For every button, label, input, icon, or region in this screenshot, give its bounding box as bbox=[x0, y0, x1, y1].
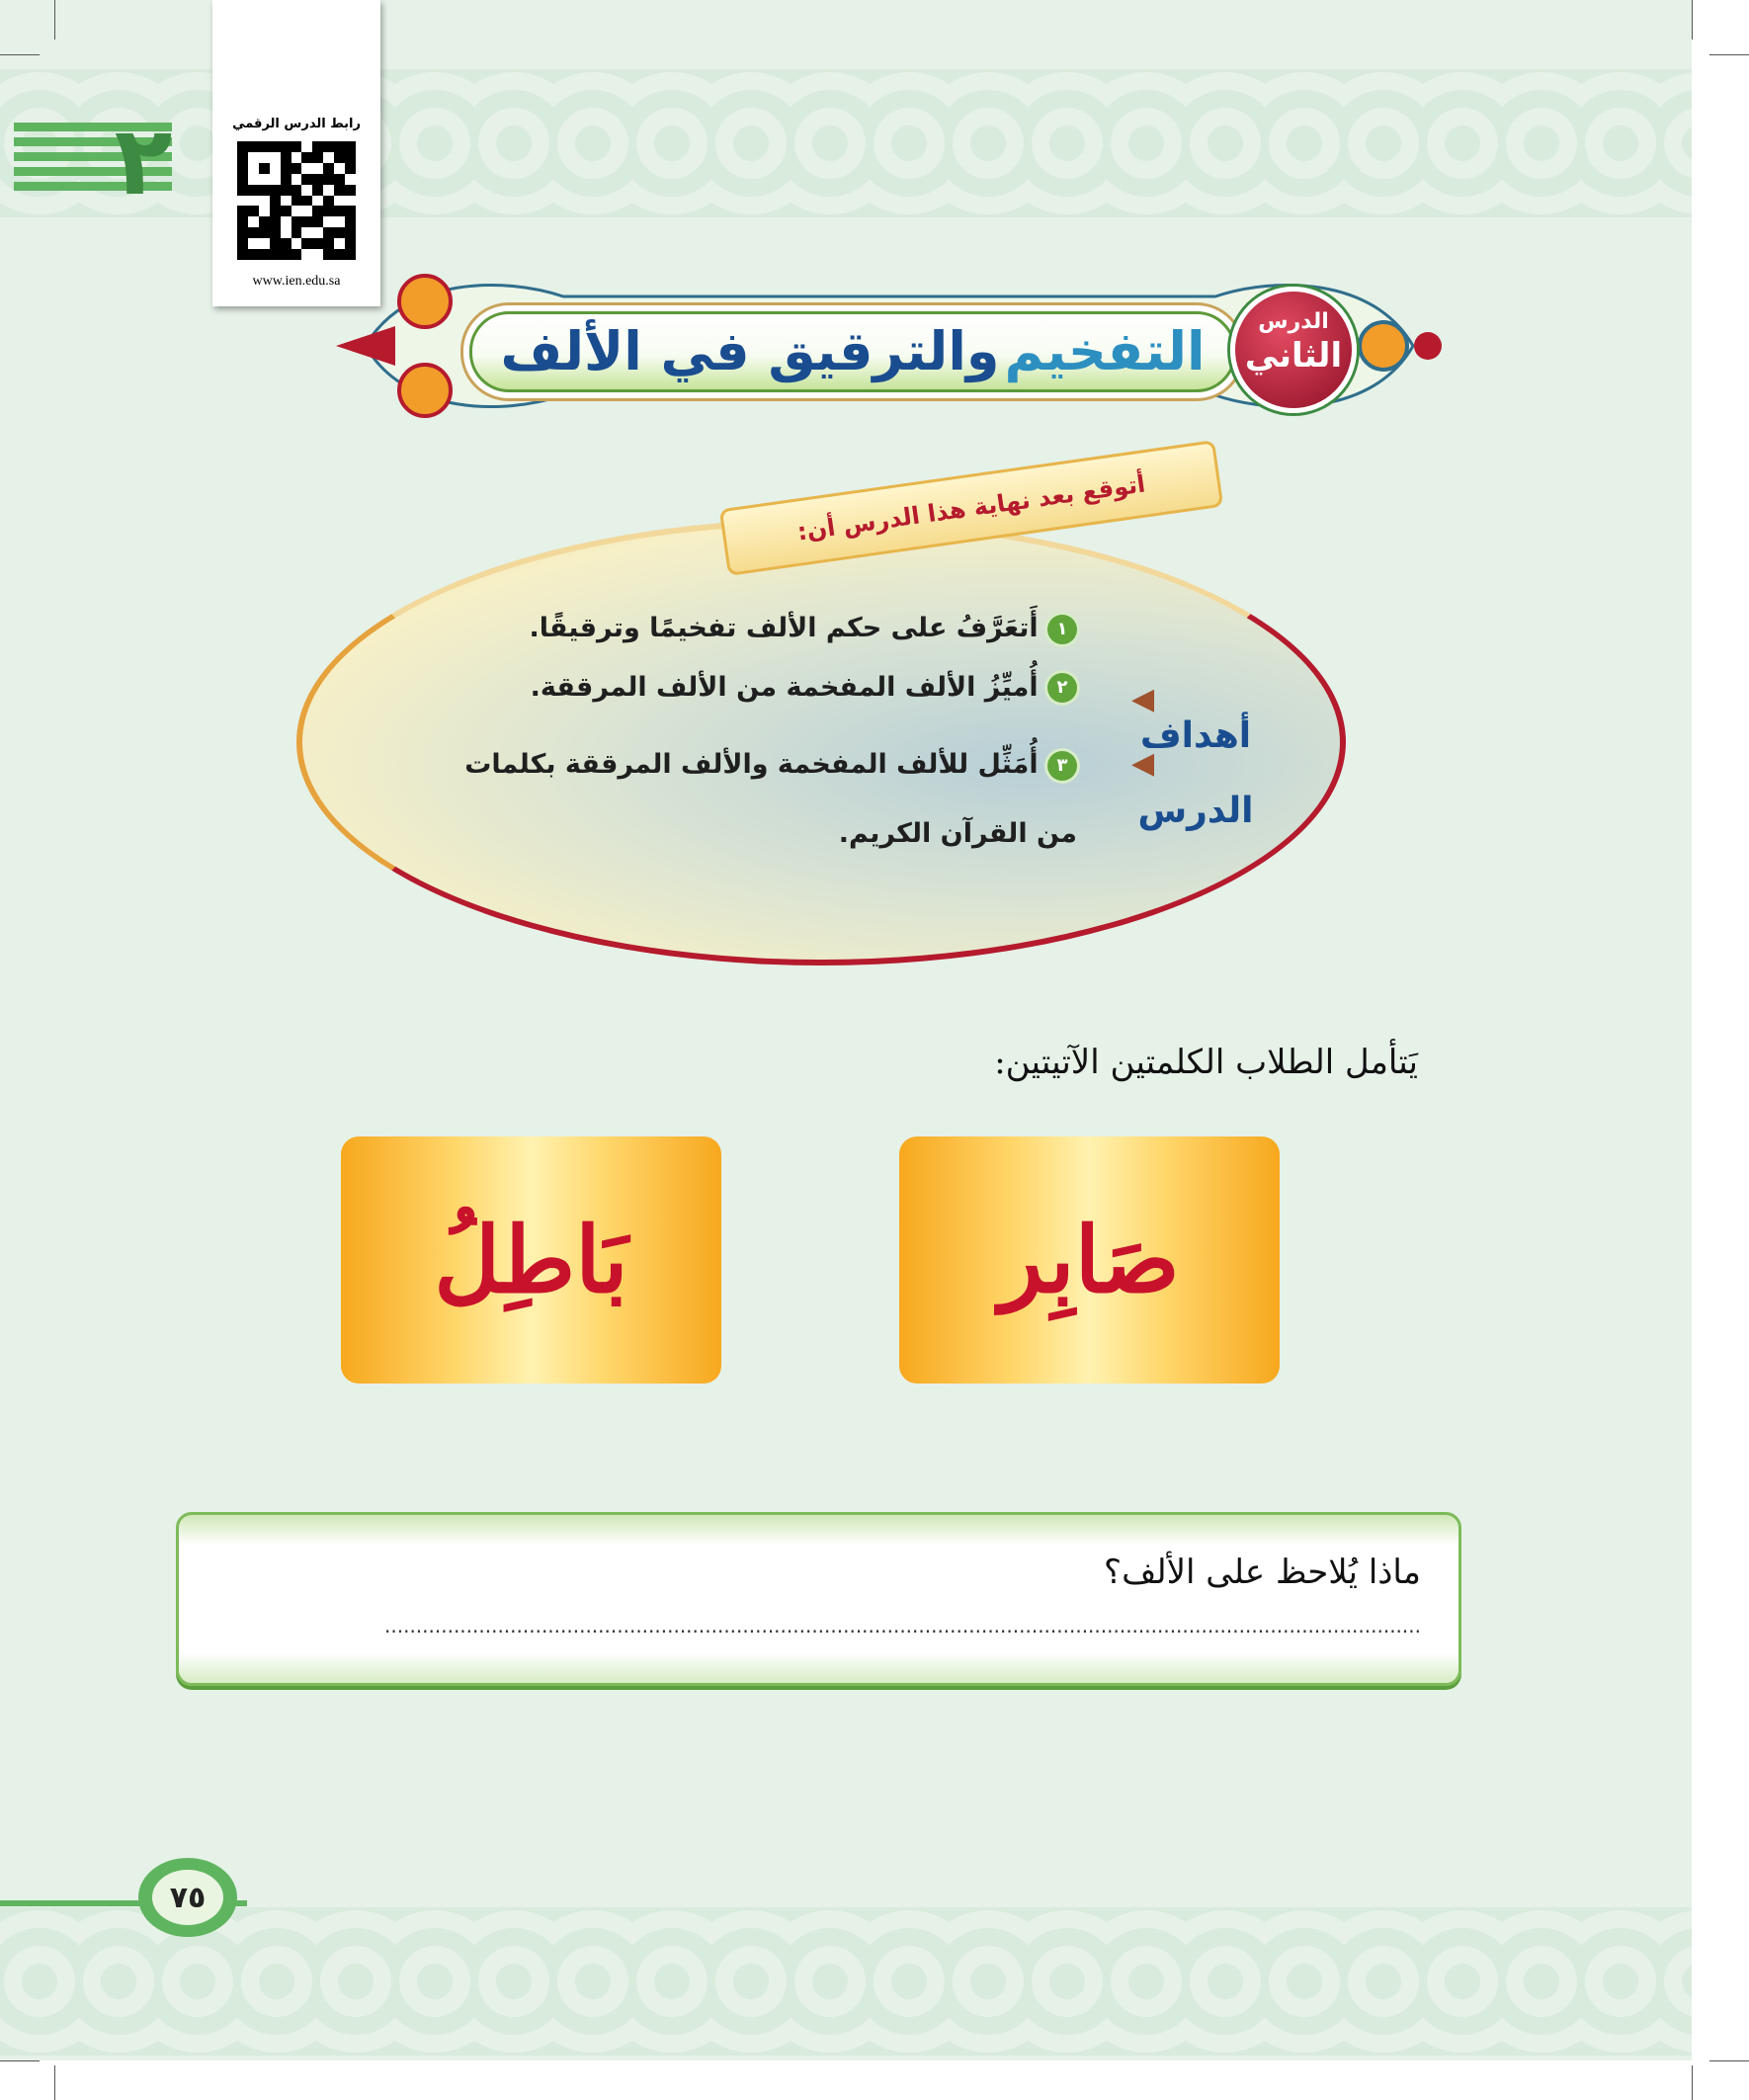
question-text: ماذا يُلاحظ على الألف؟ bbox=[1104, 1553, 1421, 1592]
arrow-left-icon: ◀ bbox=[1131, 682, 1155, 716]
objective-number: ٢ bbox=[1047, 673, 1077, 703]
answer-line[interactable]: ..................................................................................................................................................................... bbox=[384, 1614, 1421, 1638]
unit-number: ٢ bbox=[114, 106, 173, 216]
objectives-heading-text: أهداف الدرس bbox=[1137, 715, 1254, 831]
word-scroll-right bbox=[899, 1136, 1280, 1384]
crop-mark bbox=[0, 54, 40, 55]
word-saber: صَابِر bbox=[999, 1207, 1180, 1313]
objectives-banner-text: أتوقع بعد نهاية هذا الدرس أن: bbox=[795, 469, 1147, 546]
lesson-title-part2: والترقيق في الألف bbox=[500, 320, 1000, 382]
objective-item bbox=[415, 613, 1077, 644]
crop-mark bbox=[1692, 2065, 1693, 2100]
reflection-prompt: يَتأمل الطلاب الكلمتين الآتيتين: bbox=[994, 1043, 1418, 1082]
crop-mark bbox=[0, 2060, 40, 2061]
lesson-badge-bottom: الثاني bbox=[1244, 336, 1343, 376]
objective-number: ٣ bbox=[1047, 751, 1077, 781]
lesson-title-bar bbox=[469, 311, 1236, 392]
page-number: ٧٥ bbox=[169, 1880, 207, 1915]
objective-text: أُميِّزُ الألف المفخمة من الألف المرققة. bbox=[530, 671, 1039, 703]
objective-item bbox=[415, 672, 1077, 704]
objective-item bbox=[415, 730, 1077, 869]
crop-mark bbox=[1709, 54, 1749, 55]
objective-text: أَتعَرَّفُ على حكم الألف تفخيمًا وترقيقًا. bbox=[529, 613, 1039, 643]
crop-mark bbox=[1709, 2060, 1749, 2061]
crop-mark bbox=[1692, 0, 1693, 40]
bottom-ornament-band bbox=[0, 1907, 1692, 2056]
lesson-badge-top: الدرس bbox=[1258, 309, 1329, 334]
question-box bbox=[176, 1512, 1461, 1686]
qr-caption: رابط الدرس الرقمي bbox=[232, 117, 361, 131]
lesson-title-part1: التفخيم bbox=[1004, 320, 1206, 382]
lesson-badge bbox=[1230, 287, 1357, 413]
word-batil: بَاطِلُ bbox=[434, 1207, 628, 1313]
objective-number: ١ bbox=[1047, 615, 1077, 644]
arrow-left-icon: ◀ bbox=[1131, 746, 1155, 781]
page-number-badge bbox=[138, 1858, 237, 1937]
objectives-list bbox=[415, 613, 1077, 869]
objective-text: أُمَثِّل للألف المفخمة والألف المرققة بكلمات من القرآن الكريم. bbox=[464, 749, 1077, 849]
objectives-heading bbox=[1097, 702, 1294, 831]
crop-mark bbox=[54, 0, 55, 40]
qr-url[interactable]: www.ien.edu.sa bbox=[252, 274, 341, 289]
word-scroll-left bbox=[341, 1136, 721, 1384]
crop-mark bbox=[54, 2065, 55, 2100]
